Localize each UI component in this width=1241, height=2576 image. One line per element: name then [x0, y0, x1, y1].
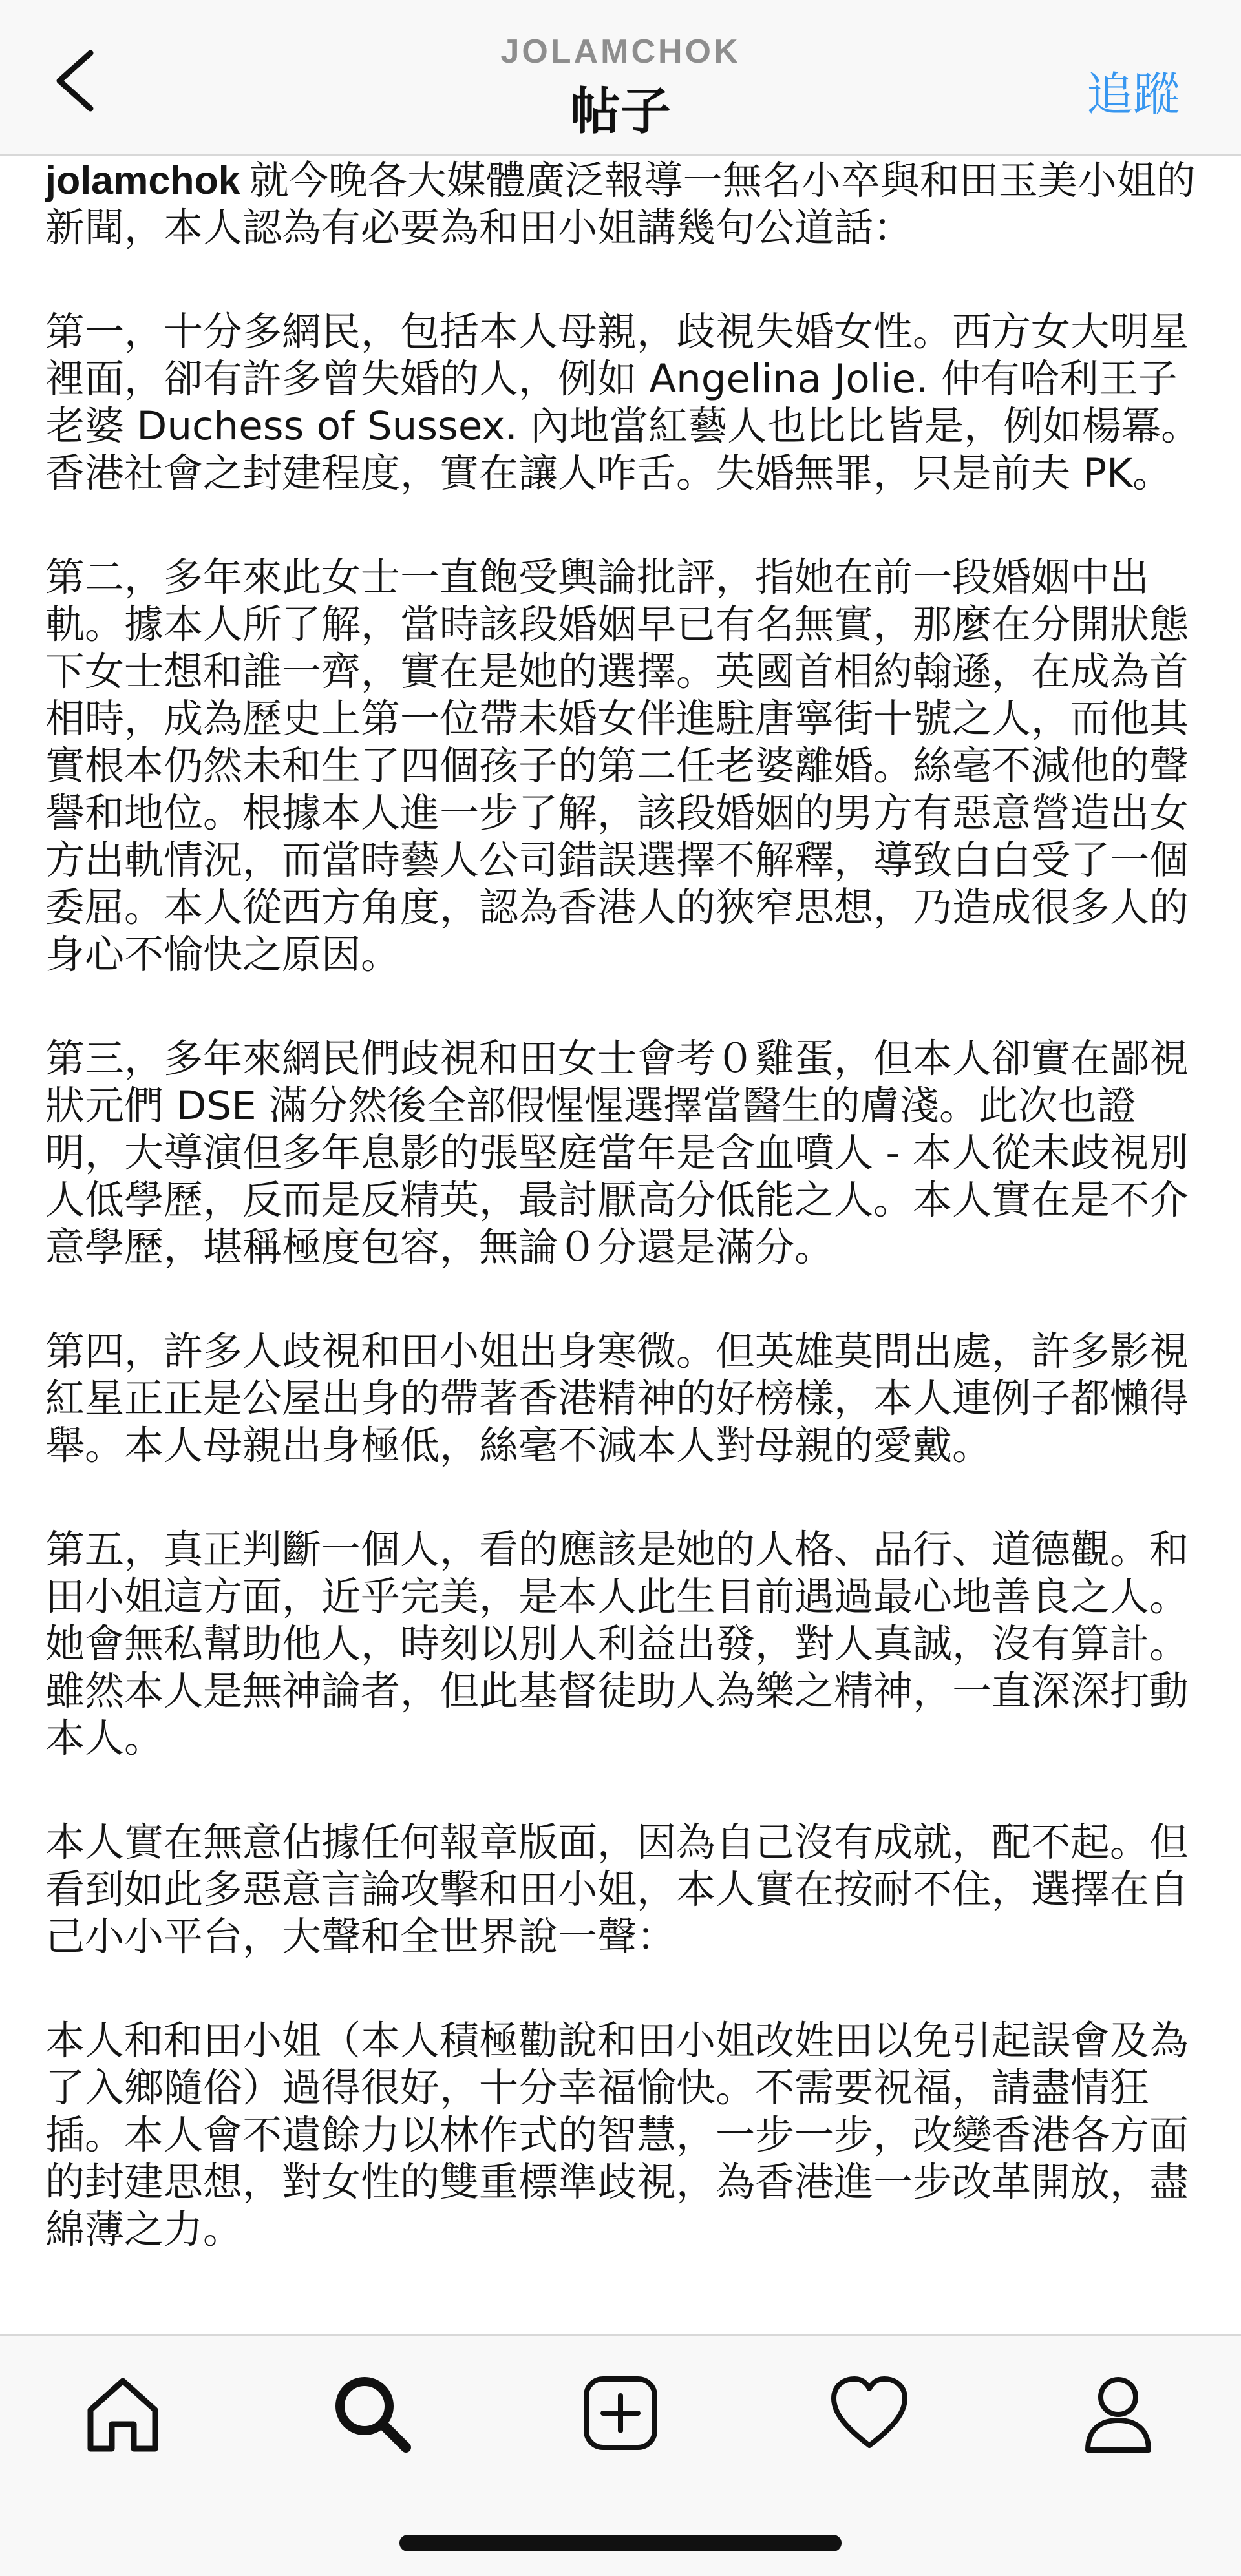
username-link[interactable]: jolamchok [45, 158, 240, 202]
home-icon [81, 2371, 165, 2455]
profile-tab[interactable] [1076, 2371, 1160, 2455]
profile-icon [1076, 2371, 1160, 2455]
account-name: JOLAMCHOK [500, 33, 741, 70]
page-title: 帖子 [569, 83, 671, 141]
search-icon [330, 2371, 414, 2455]
caption-text: 就今晚各大媒體廣泛報導一無名小卒與和田玉美小姐的新聞，本人認為有必要為和田小姐講幾句公道話： [45, 158, 1196, 251]
top-nav-bar [0, 0, 1241, 156]
caption-paragraph-1 [45, 157, 1202, 251]
home-indicator[interactable] [399, 2535, 842, 2551]
bottom-tab-bar [0, 2334, 1241, 2576]
search-tab[interactable] [330, 2371, 414, 2455]
new-post-tab[interactable] [578, 2371, 663, 2455]
caption-paragraph-7: 本人實在無意佔據任何報章版面，因為自己沒有成就，配不起。但看到如此多惡意言論攻擊和田小姐，本人實在按耐不住，選擇在自己小小平台，大聲和全世界說一聲： [45, 1819, 1189, 1960]
caption-paragraph-4: 第三，多年來網民們歧視和田女士會考０雞蛋，但本人卻實在鄙視狀元們 DSE 滿分然後全部假惺惺選擇當醫生的膚淺。此次也證明，大導演但多年息影的張堅庭當年是含血噴人 - 本人從未歧視別人低學歷，反而是反精英，最討厭高分低能之人。本人實在是不介意學歷，堪稱極度包容，無論０分還是滿分。 [45, 1036, 1189, 1270]
caption-paragraph-2: 第一，十分多網民，包括本人母親，歧視失婚女性。西方女大明星裡面，卻有許多曾失婚的人，例如 Angelina Jolie. 仲有哈利王子老婆 Duchess of Sussex. 內地當紅藝人也比比皆是，例如楊冪。香港社會之封建程度，實在讓人咋舌。失婚無罪，只是前夫 PK。 [45, 309, 1201, 496]
home-tab[interactable] [81, 2371, 165, 2455]
caption-paragraph-5: 第四，許多人歧視和田小姐出身寒微。但英雄莫問出處，許多影視紅星正正是公屋出身的帶著香港精神的好榜樣，本人連例子都懶得舉。本人母親出身極低，絲毫不減本人對母親的愛戴。 [45, 1328, 1189, 1469]
post-caption [45, 157, 1202, 2328]
heart-icon [827, 2371, 911, 2455]
caption-paragraph-8: 本人和和田小姐（本人積極勸說和田小姐改姓田以免引起誤會及為了入鄉隨俗）過得很好，十分幸福愉快。不需要祝福，請盡情狂插。本人會不遺餘力以林作式的智慧，一步一步，改變香港各方面的封建思想，對女性的雙重標準歧視，為香港進一步改革開放，盡綿薄之力。 [45, 2018, 1189, 2252]
follow-button[interactable]: 追蹤 [1086, 67, 1180, 121]
add-post-icon [578, 2371, 663, 2455]
caption-paragraph-3: 第二，多年來此女士一直飽受輿論批評，指她在前一段婚姻中出軌。據本人所了解，當時該段婚姻早已有名無實，那麼在分開狀態下女士想和誰一齊，實在是她的選擇。英國首相約翰遜，在成為首相時，成為歷史上第一位帶未婚女伴進駐唐寧街十號之人，而他其實根本仍然未和生了四個孩子的第二任老婆離婚。絲毫不減他的聲譽和地位。根據本人進一步了解，該段婚姻的男方有惡意營造出女方出軌情況，而當時藝人公司錯誤選擇不解釋，導致白白受了一個委屈。本人從西方角度，認為香港人的狹窄思想，乃造成很多人的身心不愉快之原因。 [45, 554, 1189, 978]
activity-tab[interactable] [827, 2371, 911, 2455]
caption-paragraph-6: 第五，真正判斷一個人，看的應該是她的人格、品行、道德觀。和田小姐這方面，近乎完美，是本人此生目前遇過最心地善良之人。她會無私幫助他人，時刻以別人利益出發，對人真誠，沒有算計。雖然本人是無神論者，但此基督徒助人為樂之精神，一直深深打動本人。 [45, 1527, 1189, 1761]
